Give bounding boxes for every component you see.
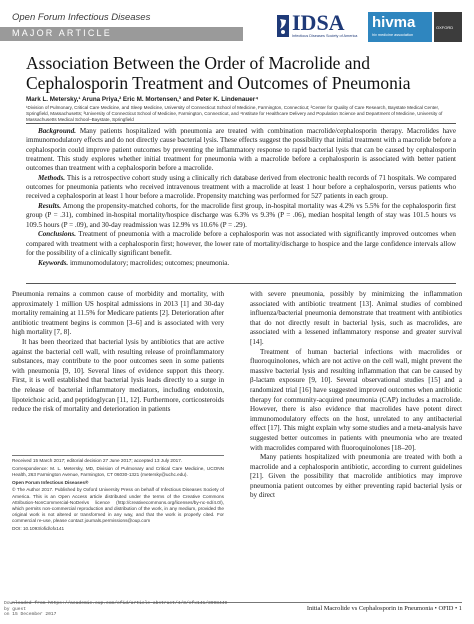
abstract-background: [26, 127, 456, 173]
article-type-label: MAJOR ARTICLE: [12, 28, 112, 38]
title-line-2: Cephalosporin Treatment and Outcomes of Pneumonia: [26, 73, 411, 93]
doi: DOI: 10.1093/ofid/ofx141: [12, 526, 65, 532]
abstract-keywords: [26, 259, 456, 268]
abstract: [26, 127, 456, 269]
background-heading: Background.: [38, 127, 77, 135]
footnote-journal: Open Forum Infectious Diseases®: [12, 479, 89, 485]
idsa-logo-subtitle: Infectious Diseases Society of America: [292, 34, 358, 38]
conclusions-heading: Conclusions.: [38, 230, 77, 239]
journal-name: Open Forum Infectious Diseases: [12, 12, 151, 23]
body-paragraph: It has been theorized that bacterial lysis by antibiotics that are active against the bacterial cell wall, with resulting release of proinflammatory substances, may contribute to the poor outcomes seen in some patients with pneumonia [9, 10]. Several lines of evidence support this theory. First, it is well established that bacterial lysis leads directly to a surge in the release of bacterial inflammatory mediators, including endotoxin, lipoteichoic acid, and peptidoglycan [11, 12]. Furthermore, corticosteroids reduce the risk of mortality and deterioration in patients: [12, 337, 224, 414]
affiliations: ¹Division of Pulmonary, Critical Care Medicine, and Sleep Medicine, University of Connecticut School of Medicine, Farmington, Connecticut; ²Center for Quality of Care Research, Baystate Medical Center, Springfield, Massachusetts; ³University of Connecticut School of Medicine, Farmington, Connecticut, and ⁴Institute for Healthcare Delivery and Population Science and Department of Medicine, University of Massachusetts Medical School–Baystate, Springfield: [26, 105, 443, 122]
body-paragraph: Treatment of human bacterial infections with macrolides or fluoroquinolones, which are not active on the cell wall, might prevent the massive bacterial lysis and resulting inflammation that can be caused by β-lactam exposure [9, 10]. Several observational studies [15] and a randomized trial [16] have suggested improved outcomes when antibiotic therapy for community-acquired pneumonia (CAP) includes a macrolide. However, there is also evidence that macrolides have potent direct immunomodulatory effects on the host, unrelated to any antibacterial effect [17]. This might explain why some studies and a meta-analysis have suggested better outcomes in patients with pneumonia who are treated with macrolides compared with fluoroquinolones [18–20].: [250, 347, 462, 452]
received-dates: Received 15 March 2017; editorial decision 27 June 2017; accepted 13 July 2017.: [12, 458, 183, 463]
hivma-logo-text: hivma: [372, 14, 416, 31]
footnote-rule: [12, 455, 224, 456]
copyright-notice: © The Author 2017. Published by Oxford University Press on behalf of Infectious Diseases Society of America. This is an Open Access article distributed under the terms of the Creative Commons Attribution-NonCommercial-NoDerivs licence (http://creativecommons.org/licenses/by-nc-nd/4.0/), which permits non-commercial reproduction and distribution of the work, in any medium, provided the original work is not altered or transformed in any way, and that the work is properly cited. For commercial re-use, please contact journals.permissions@oup.com: [12, 487, 224, 524]
abstract-top-rule: [26, 123, 456, 124]
correspondence: Correspondence: M. L. Metersky, MD, Division of Pulmonary and Critical Care Medicine, UCONN Health, 263 Farmington Avenue, Farmington, CT 06030-1321 (metersky@uchc.edu).: [12, 465, 224, 477]
methods-heading: Methods.: [38, 173, 65, 182]
keywords-heading: Keywords.: [38, 258, 69, 267]
abstract-bottom-rule: [26, 283, 456, 284]
methods-text: This is a retrospective cohort study using a clinically rich database derived from electronic health records of 71 hospitals. We compared outcomes for pneumonia patients who received intravenous treatment with a macrolide at least 1 hour before a cephalosporin, versus patients who received a cephalosporin at least 1 hour before a macrolide. Propensity matching was performed for 527 patients in each group.: [26, 173, 456, 201]
keywords-text: immunomodulatory; macrolides; outcomes; pneumonia.: [69, 258, 230, 267]
hivma-logo-subtitle: hiv medicine association: [372, 33, 414, 37]
conclusions-text: Treatment of pneumonia with a macrolide before a cephalosporin was not associated with significantly improved outcomes when compared with treatment with a cephalosporin first; however, the lower rate of mortality/discharge to hospice and the large confidence intervals allow for the possibility of a clinically significant benefit.: [26, 230, 456, 258]
footnotes: [12, 458, 224, 534]
body-paragraph: with severe pneumonia, possibly by minimizing the inflammation associated with antibiotic treatment [13]. Animal studies of combined influenza/bacterial pneumonia demonstrate that treatment with antibiotics that do not directly result in bacterial lysis, such as macrolides, are associated with a lessened inflammatory response and greater survival [14].: [250, 290, 462, 346]
article-title: [26, 53, 456, 93]
background-text: Many patients hospitalized with pneumonia are treated with combination macrolide/cephalosporin therapy. Macrolides have immunomodulatory effects and do not directly cause bacterial lysis. These effects suggest the possibility that initial treatment with a macrolide before a cephalosporin could improve patient outcomes by preventing the inflammatory response to rapid bacterial lysis that can be caused by cephalosporin treatment. This study explores whether initial treatment for pneumonia with a macrolide before a cephalosporin is associated with better patient outcomes than treatment with a cephalosporin before a macrolide.: [26, 127, 456, 173]
left-body-column: [12, 290, 224, 415]
download-watermark: Downloaded from https://academic.oup.com/ofid/article-abstract/4/3/ofx141/3998449 by guest on 15 December 2017: [4, 601, 228, 618]
body-paragraph: Many patients hospitalized with pneumonia are treated with both a macrolide and a cephalosporin antibiotic, according to current guidelines [21]. Given the possibility that macrolide antibiotics may improve pneumonia patient outcomes by either preventing rapid bacterial lysis or by direct: [250, 453, 462, 500]
author-list: Mark L. Metersky,¹ Aruna Priya,² Eric M. Mortensen,³ and Peter K. Lindenauer⁴: [26, 96, 259, 103]
running-head: Initial Macrolide vs Cephalosporin in Pneumonia • OFID • 1: [306, 605, 462, 612]
abstract-conclusions: [26, 230, 456, 258]
right-body-column: [250, 290, 462, 501]
abstract-results: [26, 202, 456, 230]
title-line-1: Association Between the Order of Macrolide and: [26, 53, 371, 73]
oup-logo-text: OXFORD: [436, 25, 454, 30]
results-text: Among the propensity-matched cohorts, for the macrolide first group, in-hospital mortality was 4.2% vs 5.5% for the cephalosporin first group (P = .31), combined in-hospital mortality/hospice discharge was 6.3% vs 9.3% (P = .06), median hospital length of stay was 101.5 hours vs 109.5 hours (P = .09), and 30-day readmission was 12.9% vs 10.6% (P = .29).: [26, 202, 456, 229]
idsa-logo-text: IDSA: [292, 10, 345, 35]
results-heading: Results.: [38, 202, 62, 211]
body-paragraph: Pneumonia remains a common cause of morbidity and mortality, with approximately 1 million US hospital admissions in 2013 [1] and 30-day mortality remaining at 11.5% for Medicare patients [2]. Deterioration after antibiotic treatment begins is common [3–6] and is associated with very high mortality [7, 8].: [12, 290, 224, 337]
abstract-methods: [26, 174, 456, 202]
